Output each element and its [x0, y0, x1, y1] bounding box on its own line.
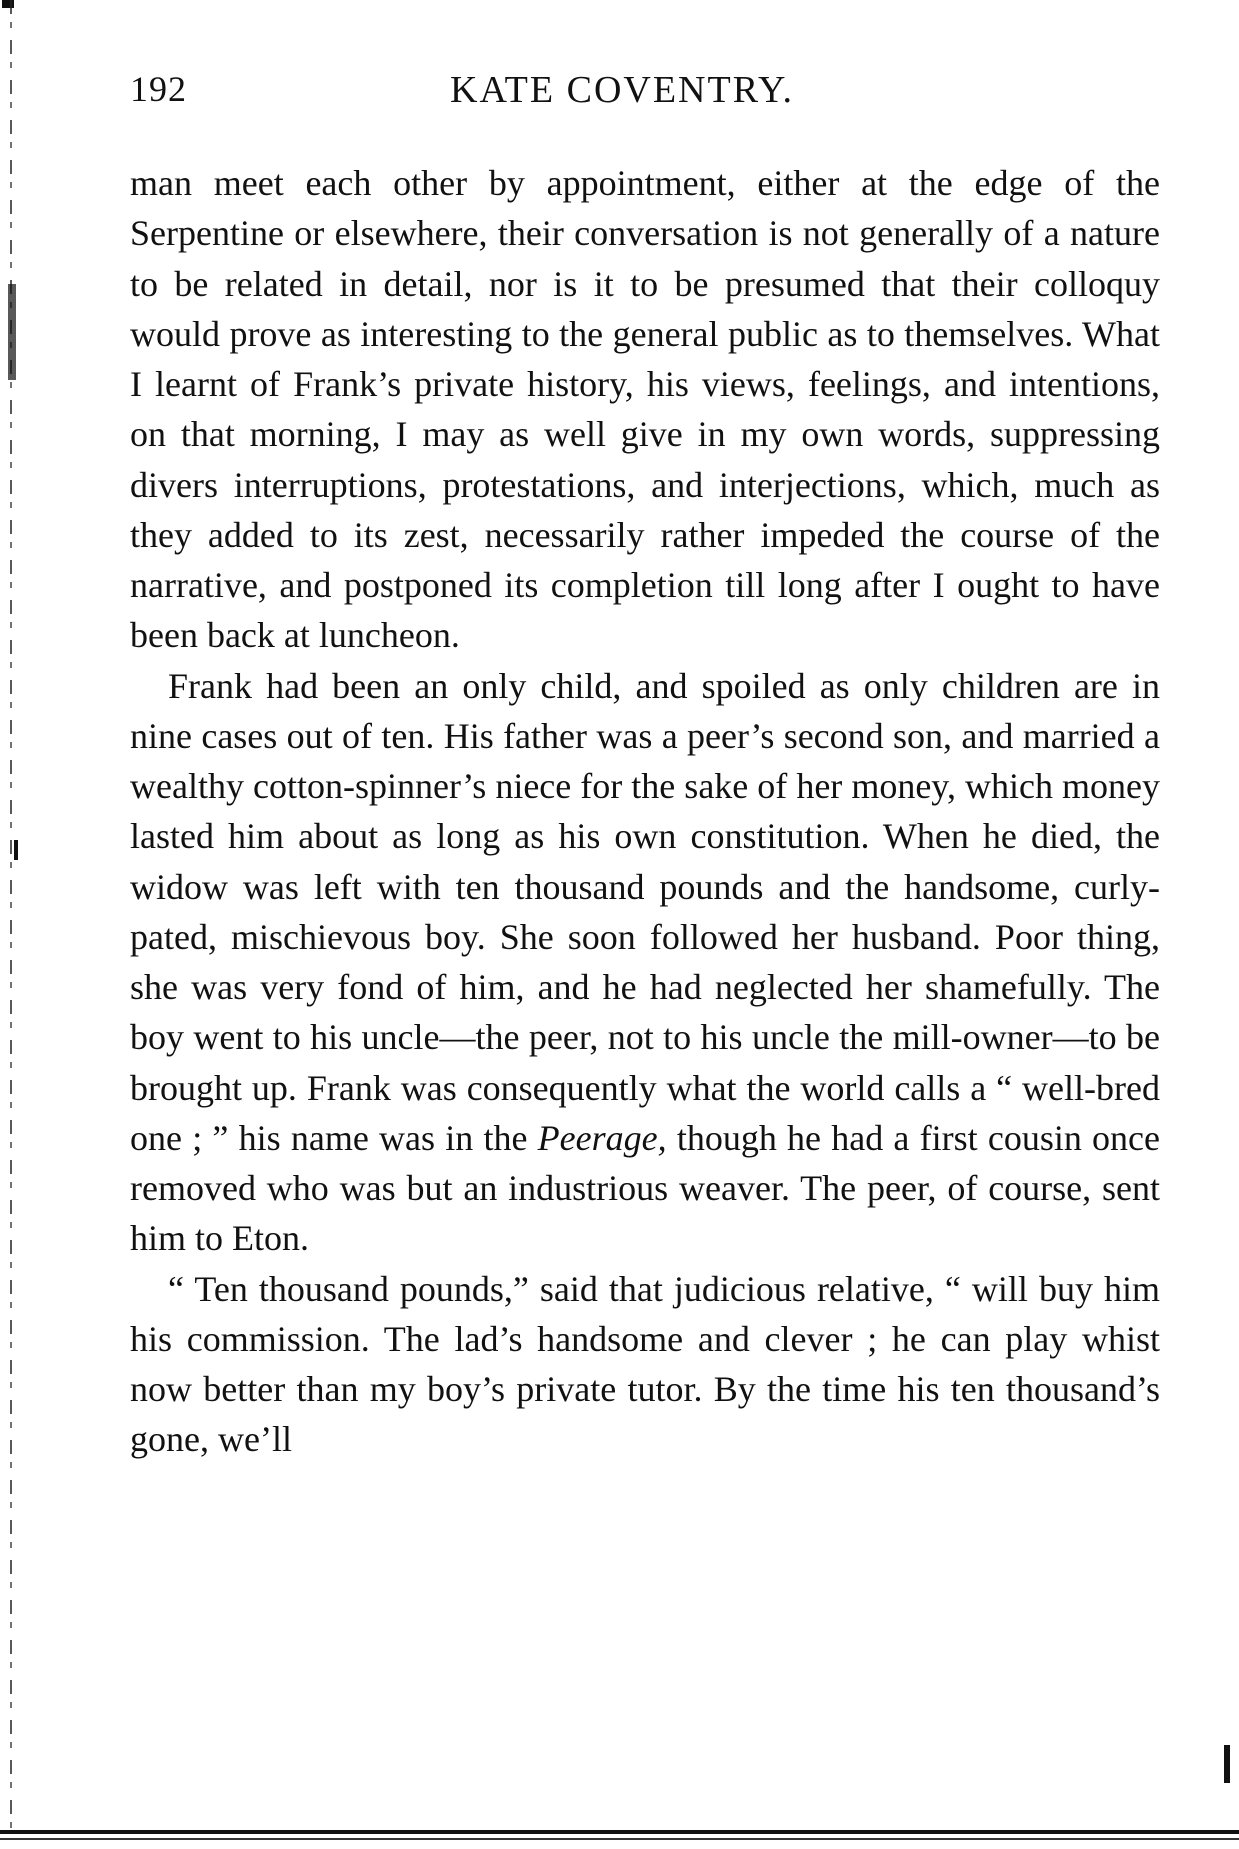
- paragraph-text: Frank had been an only child, and spoiled as only children are in nine cases out of ten. His father was a peer’s second son, and married a wealthy cotton-spinner’s niece for the sake of her money, which money lasted him about as long as his own constitution. When he died, the widow was left with ten thousand pounds and the handsome, curly-pated, mischievous boy. She soon followed her husband. Poor thing, she was very fond of him, and he had neglected her shamefully. The boy went to his uncle—the peer, not to his uncle the mill-owner—to be brought up. Frank was consequently what the world calls a “ well-bred one ; ” his name was in the: [130, 665, 1160, 1158]
- paragraph-continued: man meet each other by appointment, either at the edge of the Serpentine or elsewhere, their conversation is not generally of a nature to be related in detail, nor is it to be presumed that their colloquy would prove as interesting to the general public as to themselves. What I learnt of Frank’s private history, his views, feelings, and intentions, on that morning, I may as well give in my own words, suppressing divers interruptions, protestations, and interjections, which, much as they added to its zest, necessarily rather impeded the course of the narrative, and postponed its completion till long after I ought to have been back at luncheon.: [130, 163, 1160, 656]
- bottom-border-thin: [0, 1838, 1239, 1840]
- scan-blot: [8, 284, 16, 380]
- peerage-italic: Peerage,: [537, 1117, 667, 1158]
- page-header: [130, 68, 1160, 138]
- paragraph-text: though he had a first cousin once removed who was but an industrious weaver. The peer, of course, sent him to Eton.: [130, 1117, 1160, 1259]
- scan-corner-mark: [2, 0, 14, 8]
- paragraph-frank-history: [130, 661, 1160, 1264]
- paragraph-quote: “ Ten thousand pounds,” said that judicious relative, “ will buy him his commission. The lad’s handsome and clever ; he can play whist now better than my boy’s private tutor. By the time his ten thousand’s gone, we’ll: [130, 1268, 1160, 1460]
- scan-left-edge: [10, 0, 12, 1840]
- page-number: 192: [130, 69, 187, 109]
- running-head: KATE COVENTRY.: [450, 69, 794, 111]
- page-text: [130, 158, 1160, 1465]
- bottom-border: [0, 1830, 1239, 1834]
- scan-blot: [14, 840, 18, 860]
- scan-blot: [1224, 1745, 1230, 1783]
